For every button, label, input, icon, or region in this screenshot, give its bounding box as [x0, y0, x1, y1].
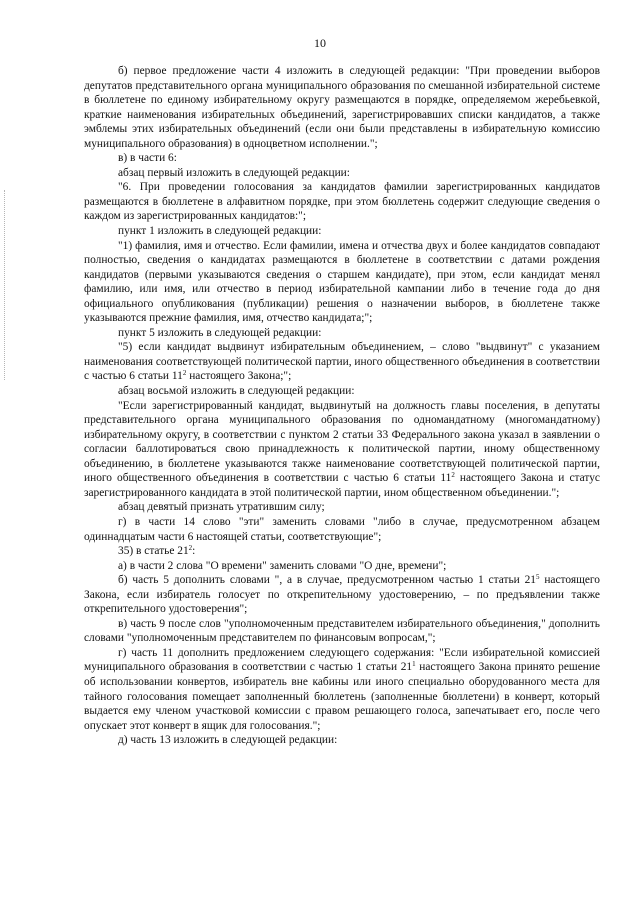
paragraph-p18 — [84, 733, 600, 748]
text-run: а) в части 2 слова "О времени" заменить словами "О дне, времени"; — [118, 559, 447, 572]
text-run: абзац восьмой изложить в следующей редакции: — [118, 385, 355, 398]
paragraph-p12 — [84, 515, 600, 544]
paragraph-p6 — [84, 239, 600, 326]
margin-dotted-line — [4, 190, 6, 380]
text-run: "6. При проведении голосования за кандидатов фамилии зарегистрированных кандидатов размещаются в бюллетене в алфавитном порядке, при этом бюллетень содержит следующие сведения о каждом из зарегистрированных кандидатов:"; — [84, 181, 600, 223]
paragraph-p10 — [84, 399, 600, 501]
superscript: 2 — [188, 544, 193, 553]
text-run: "1) фамилия, имя и отчество. Если фамилии, имена и отчества двух и более кандидатов совпадают полностью, сведения о кандидатах размещаются в бюллетене в соответствии с датами рождения кандидатов (первыми указываются сведения о старшем кандидате), при этом, если кандидат менял фамилию, или имя, или отчество в период избирательной кампании либо в течение года до дня официального опубликования (публикации) решения о назначении выборов, в бюллетене также указываются прежние фамилия, имя, отчество кандидата;"; — [84, 239, 600, 325]
paragraph-p5 — [84, 224, 600, 239]
paragraph-p4 — [84, 180, 600, 224]
text-run: б) первое предложение части 4 изложить в следующей редакции: "При проведении выборов депутатов представительного органа муниципального образования по смешанной избирательной системе в бюллетене по единому избирательному округу размещаются в порядке, определяемом жеребьевкой, краткие наименования избирательных объединений, зарегистрировавших списки кандидатов, а также эмблемы этих избирательных объединений (если они были представлены в избирательную комиссию муниципального образования) в одноцветном исполнении."; — [84, 65, 600, 150]
text-run: "Если зарегистрированный кандидат, выдвинутый на должность главы поселения, в депутаты представительного органа муниципального образования по одномандатному (многомандатному) избирательному округу, в соответствии с пунктом 2 статьи 33 Федерального закона указал в заявлении о согласии баллотироваться свою принадлежность к политической партии, иному общественному объединению, в бюллетене указываются также наименование соответствующей политической партии, иного общественного объединения в соответствии с частью 6 статьи 11 — [84, 399, 600, 485]
text-run: настоящего Закона;"; — [186, 370, 292, 383]
paragraph-p16 — [84, 617, 600, 646]
text-run: г) часть 11 дополнить предложением следующего содержания: "Если избирательной комиссией муниципального образования в соответствии с частью 1 статьи 21 — [84, 646, 600, 674]
text-run: б) часть 5 дополнить словами ", а в случае, предусмотренном частью 1 статьи 21 — [118, 574, 536, 587]
text-run: настоящего Закона, если избиратель голосует по открепительному удостоверению, – по предъявлении также открепительного удостоверения"; — [84, 574, 600, 616]
paragraph-p3 — [84, 166, 600, 181]
text-run: пункт 5 изложить в следующей редакции: — [118, 326, 322, 339]
superscript: 1 — [412, 660, 416, 669]
document-body — [84, 64, 600, 748]
text-run: пункт 1 изложить в следующей редакции: — [118, 225, 322, 238]
text-run: абзац девятый признать утратившим силу; — [118, 501, 325, 514]
paragraph-p1 — [84, 64, 600, 151]
paragraph-p2 — [84, 151, 600, 166]
text-run: настоящего Закона и статус зарегистрированного кандидата в этой политической партии, ином общественном объединении."; — [84, 472, 600, 499]
superscript: 2 — [182, 369, 187, 378]
paragraph-p9 — [84, 384, 600, 399]
superscript: 5 — [535, 573, 540, 582]
paragraph-p7 — [84, 326, 600, 341]
paragraph-p13 — [84, 544, 600, 559]
paragraph-p17 — [84, 646, 600, 733]
paragraph-p15 — [84, 573, 600, 617]
text-run: д) часть 13 изложить в следующей редакции: — [118, 734, 338, 747]
text-run: в) часть 9 после слов "уполномоченным представителем избирательного объединения," дополнить словами "уполномоченным представителем по финансовым вопросам,"; — [84, 617, 600, 645]
text-run: абзац первый изложить в следующей редакции: — [118, 166, 350, 179]
text-run: "5) если кандидат выдвинут избирательным объединением, – слово "выдвинут" с указанием наименования соответствующей политической партии, иного общественного объединения в соответствии с частью 6 статьи 11 — [84, 341, 600, 383]
paragraph-p8 — [84, 340, 600, 384]
paragraph-p11 — [84, 500, 600, 515]
text-run: : — [192, 545, 196, 558]
text-run: настоящего Закона принято решение об использовании конвертов, избиратель вне кабины или иного специально оборудованного места для тайного голосования помещает заполненный бюллетень (заполненные бюллетени) в конверт, который выдается ему членом участковой комиссии с правом решающего голоса, запечатывает его, после чего опускает этот конверт в ящик для голосования."; — [84, 661, 601, 732]
page-number: 10 — [314, 36, 326, 50]
text-run: г) в части 14 слово "эти" заменить словами "либо в случае, предусмотренном абзацем одиннадцатым части 6 настоящей статьи, соответствующие"; — [84, 515, 600, 543]
text-run: 35) в статье 21 — [118, 545, 189, 558]
text-run: в) в части 6: — [118, 152, 177, 165]
superscript: 2 — [451, 471, 455, 480]
paragraph-p14 — [84, 559, 600, 574]
